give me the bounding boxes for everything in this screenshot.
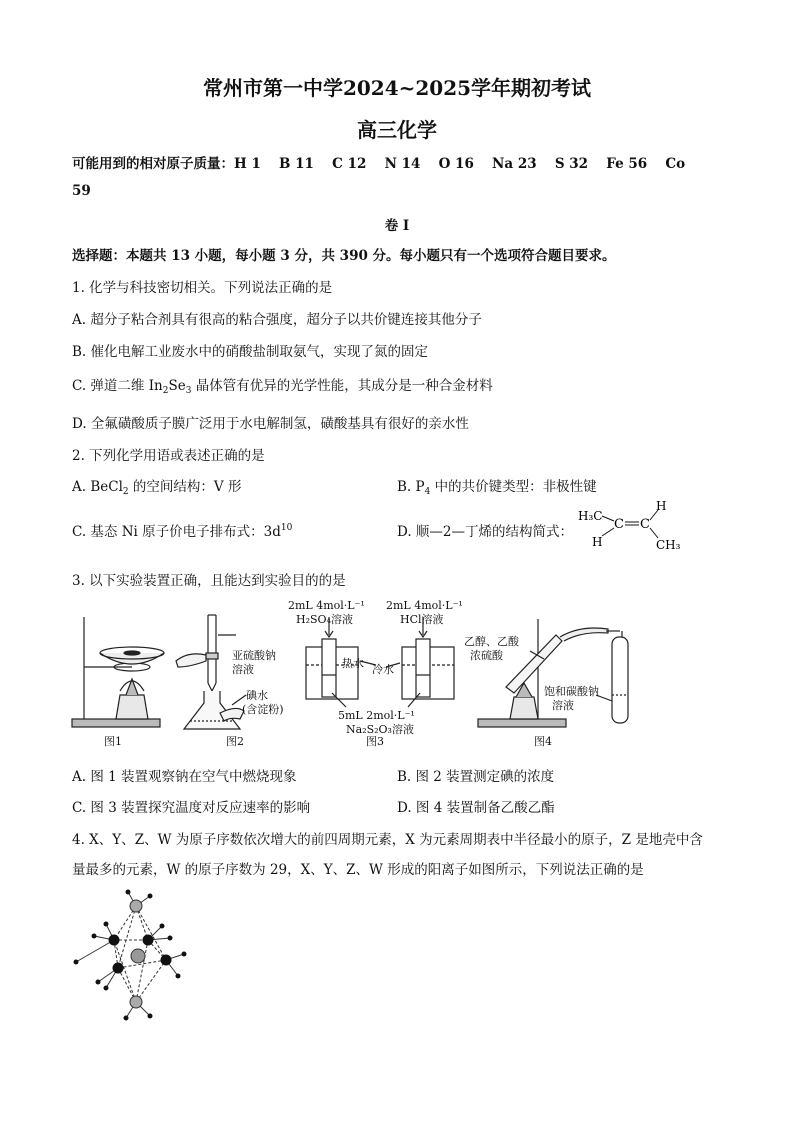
fig3-caption: 图3 (366, 735, 384, 748)
q4-cation-structure-diagram (70, 888, 200, 1028)
q3-stem: 3. 以下实验装置正确，且能达到实验目的的是 (72, 573, 346, 589)
section-heading: 选择题：本题共 13 小题，每小题 3 分，共 390 分。每小题只有一个选项符合题目要求。 (72, 248, 616, 264)
fig3-top2a: 2mL 4mol·L⁻¹ (386, 599, 463, 612)
fig1-caption: 图1 (104, 735, 122, 748)
fig2-label-4: (含淀粉) (242, 703, 284, 716)
q2-option-b: B. $P_4$ 中的共价键类型：非极性键 (397, 479, 597, 497)
struct-c2: C (640, 517, 650, 532)
fig3-bottom1: 5mL 2mol·L⁻¹ (338, 709, 415, 722)
q3-apparatus-figures (60, 595, 700, 755)
q1-option-b: B. 催化电解工业废水中的硝酸盐制取氨气，实现了氮的固定 (72, 344, 429, 360)
fig3-bottom2: Na₂S₂O₃溶液 (346, 723, 414, 736)
struct-h-top: H (656, 499, 667, 513)
fig3-apparatus (306, 617, 454, 707)
fig2-label-3: 碘水 (246, 689, 268, 702)
struct-h-bottom: H (592, 535, 603, 549)
exam-title: 常州市第一中学2024~2025学年期初考试 (202, 76, 592, 100)
volume-heading: 卷 I (384, 218, 410, 234)
q3-option-c: C. 图 3 装置探究温度对反应速率的影响 (72, 800, 311, 816)
q1-option-c: C. 弹道二维 $In_2Se_3$ 晶体管有优异的光学性能，其成分是一种合金材料 (72, 378, 493, 396)
fig1-apparatus (72, 617, 164, 727)
atomic-mass-line-2: 59 (72, 183, 91, 199)
q1-option-d: D. 全氟磺酸质子膜广泛用于水电解制氢，磺酸基具有很好的亲水性 (72, 416, 469, 432)
q1-stem: 1. 化学与科技密切相关。下列说法正确的是 (72, 280, 333, 296)
atomic-mass-line: 可能用到的相对原子质量：H 1 B 11 C 12 N 14 O 16 Na 23 S 32 Fe 56 Co (72, 156, 686, 172)
fig4-caption: 图4 (534, 735, 552, 748)
fig2-label-1: 亚硫酸钠 (232, 649, 276, 662)
fig4-label-4: 溶液 (552, 699, 574, 712)
fig4-label-1: 乙醇、乙酸 (464, 635, 519, 648)
exam-subtitle: 高三化学 (357, 118, 437, 142)
q2-stem: 2. 下列化学用语或表述正确的是 (72, 448, 265, 464)
q3-option-d: D. 图 4 装置制备乙酸乙酯 (397, 800, 555, 816)
q3-option-a: A. 图 1 装置观察钠在空气中燃烧现象 (72, 769, 297, 785)
fig2-label-2: 溶液 (232, 663, 254, 676)
fig2-caption: 图2 (226, 735, 244, 748)
fig3-top2b: HCl溶液 (400, 613, 444, 626)
fig3-hot-water: 热水 (342, 657, 364, 670)
fig3-top1a: 2mL 4mol·L⁻¹ (288, 599, 365, 612)
q2-option-d: D. 顺—2—丁烯的结构简式： (397, 524, 574, 540)
cis-2-butene-structure (576, 498, 696, 554)
q2-option-a: A. BeCl$_2$ 的空间结构：V 形 (72, 479, 242, 497)
fig4-label-3: 饱和碳酸钠 (544, 685, 599, 698)
q1-option-a: A. 超分子粘合剂具有很高的粘合强度，超分子以共价键连接其他分子 (72, 312, 482, 328)
fig4-label-2: 浓硫酸 (470, 649, 503, 662)
q4-stem-line1: 4. X、Y、Z、W 为原子序数依次增大的前四周期元素，X 为元素周期表中半径最小的原子，Z 是地壳中含 (72, 832, 703, 848)
q3-option-b: B. 图 2 装置测定碘的浓度 (397, 769, 555, 785)
struct-ch3: CH₃ (656, 538, 681, 552)
q4-stem-line2: 量最多的元素，W 的原子序数为 29，X、Y、Z、W 形成的阳离子如图所示，下列说法正确的是 (72, 862, 644, 878)
fig3-cold-water: 冷水 (372, 663, 394, 676)
fig3-top1b: H₂SO₄溶液 (296, 613, 353, 626)
struct-c1: C (614, 517, 624, 532)
struct-h3c: H₃C (578, 509, 603, 523)
q2-option-c: C. 基态 Ni 原子价电子排布式：$3d^{10}$ (72, 523, 293, 540)
